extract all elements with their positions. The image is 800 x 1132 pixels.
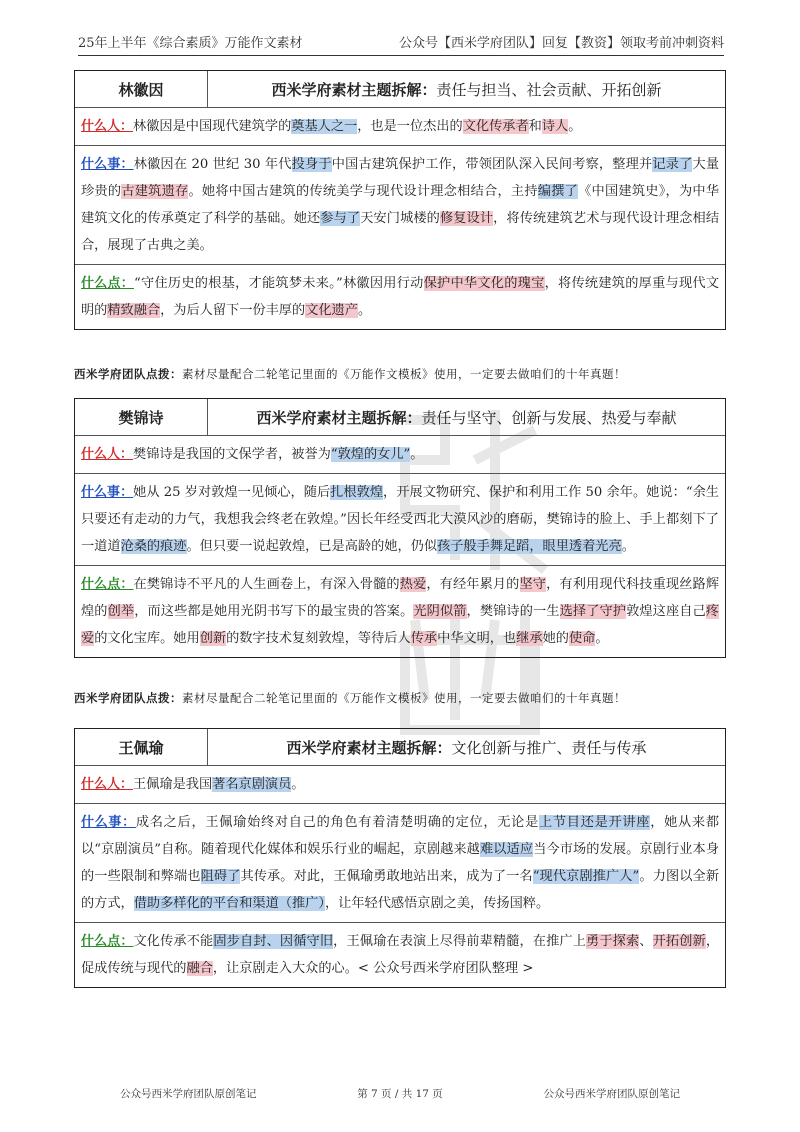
- person-name: 林徽因: [75, 71, 208, 107]
- tip-text: 素材尽量配合二轮笔记里面的《万能作文模板》使用，一定要去做咱们的十年真题！: [182, 367, 626, 381]
- footer-right: 公众号西米学府团队原创笔记: [543, 1088, 680, 1100]
- text-segment: 、: [639, 934, 653, 949]
- highlighted-phrase: 守护: [599, 604, 627, 619]
- who-label: 什么人：: [81, 777, 134, 792]
- highlighted-phrase: 疼爱: [81, 604, 720, 646]
- person-name: 王佩瑜: [75, 729, 208, 765]
- text-segment: ，将传统建筑的厚重与现代文明的: [81, 276, 720, 318]
- what-label: 什么事：: [81, 485, 134, 500]
- text-segment: ，开展文物研究、保护和利用工作 50 余年。她说：“余生只要还有走动的力气，我想我会终老在敦煌。”因长年经受西北大漠风沙的磨砺，樊锦诗的脸上、手上都刻下了一道道: [81, 485, 719, 554]
- highlighted-phrase: 融合: [186, 961, 213, 976]
- card-title-row: [75, 729, 725, 766]
- text-segment: 。: [410, 447, 424, 462]
- person-name: 樊锦诗: [75, 399, 208, 435]
- text-segment: ，王佩瑜在表演上尽得前辈精髓，在推广上: [333, 934, 587, 949]
- text-segment: 。她将中国古建筑的传统美学与现代设计理念相结合，主持: [188, 184, 538, 199]
- highlighted-phrase: 奠基人之一: [291, 119, 358, 134]
- text-segment: 敦煌这座自己: [626, 604, 706, 619]
- point-row: [75, 566, 725, 657]
- text-segment: 她从 25 岁对敦煌一见倾心，随后: [133, 485, 331, 500]
- text-segment: 其传承。对此，王佩瑜勇敢地站出来，成为了一名: [240, 869, 533, 884]
- who-row: [75, 766, 725, 804]
- who-label: 什么人：: [81, 119, 134, 134]
- card-title-row: [75, 399, 725, 436]
- tip-line: [74, 366, 726, 382]
- highlighted-phrase: 精致融合: [107, 303, 161, 318]
- theme-text: 责任与担当、社会贡献、开拓创新: [436, 80, 662, 99]
- who-label: 什么人：: [81, 447, 134, 462]
- tip-line: [74, 690, 726, 706]
- who-text: [133, 777, 304, 792]
- text-segment: 。: [291, 777, 305, 792]
- who-row: [75, 436, 725, 474]
- tip-text: 素材尽量配合二轮笔记里面的《万能作文模板》使用，一定要去做咱们的十年真题！: [182, 691, 626, 705]
- text-segment: 樊锦诗是我国的文保学者，被誉为: [133, 447, 331, 462]
- text-segment: ，樊锦诗的一生: [466, 604, 560, 619]
- highlighted-phrase: 借助多样化的平台和渠道（推广）: [133, 896, 325, 911]
- text-segment: ，让京剧走入大众的心。< 公众号西米学府团队整理 >: [212, 961, 534, 976]
- highlighted-phrase: “敦煌的女儿”: [330, 447, 411, 462]
- tip-label: 西米学府团队点拨：: [74, 691, 182, 705]
- text-segment: ，为后人留下一份丰厚的: [160, 303, 306, 318]
- highlighted-phrase: 选择了: [559, 604, 600, 619]
- highlighted-phrase: 传承: [410, 631, 438, 646]
- text-segment: ，她从来都以“京剧演员”自称。随着现代化媒体和娱乐行业的崛起，京剧越来越: [81, 815, 720, 857]
- material-card-lin-huiyin: [74, 70, 726, 330]
- material-card-fan-jinshi: [74, 398, 726, 658]
- what-row: [75, 474, 725, 566]
- page-header: [78, 30, 724, 56]
- text-segment: ，将传统建筑艺术与现代设计理念相结合，展现了古典之美。: [81, 211, 720, 253]
- what-text: [81, 485, 719, 554]
- text-segment: 《中国建筑史》，为中华建筑文化的传承奠定了科学的基础。她还: [81, 184, 720, 226]
- text-segment: 的数字技术复刻敦煌，等待后人: [226, 631, 411, 646]
- text-segment: 。: [595, 631, 609, 646]
- card-title-row: [75, 71, 725, 108]
- highlighted-phrase: 光阴似箭: [413, 604, 467, 619]
- text-segment: 当今市场的发展。京剧行业本身的一些限制和弊端也: [81, 842, 720, 884]
- header-promo: 公众号【西米学府团队】回复【教资】领取考前冲刺资料: [398, 36, 724, 51]
- point-text: [81, 577, 719, 646]
- page-footer: [120, 1086, 680, 1101]
- text-segment: 林徽因在 20 世纪 30 年代: [133, 157, 292, 172]
- text-segment: 。: [357, 303, 372, 318]
- header-title: 25年上半年《综合素质》万能作文素材: [78, 36, 303, 51]
- text-segment: 。力图以全新的方式，: [81, 869, 720, 911]
- theme-prefix: 西米学府素材主题拆解：: [256, 408, 422, 427]
- text-segment: “守住历史的根基，才能筑梦未来。”林徽因用行动: [134, 276, 424, 291]
- who-text: [133, 119, 581, 134]
- page-number: 第 7 页 / 共 17 页: [357, 1088, 443, 1100]
- text-segment: 。: [621, 539, 635, 554]
- text-segment: ，而这些都是她用光阴书写下的最宝贵的答案。: [134, 604, 414, 619]
- highlighted-phrase: 文化传承者: [462, 119, 529, 134]
- point-label: 什么点：: [81, 577, 134, 592]
- what-text: [81, 157, 719, 253]
- highlighted-phrase: 开拓创新: [652, 934, 706, 949]
- text-segment: 中华文明，也: [437, 631, 517, 646]
- material-card-wang-peiyu: [74, 728, 726, 988]
- what-label: 什么事：: [81, 157, 134, 172]
- text-segment: 和: [528, 119, 542, 134]
- point-row: [75, 265, 725, 329]
- text-segment: ，有经年累月的: [426, 577, 520, 592]
- highlighted-phrase: 参与了: [320, 211, 361, 226]
- theme-line: [208, 399, 725, 435]
- highlighted-phrase: 文化遗产: [305, 303, 358, 318]
- who-row: [75, 108, 725, 146]
- text-segment: 成名之后，王佩瑜始终对自己的角色有着清楚明确的定位，无论是: [135, 815, 539, 830]
- theme-text: 责任与坚守、创新与发展、热爱与奉献: [421, 408, 677, 427]
- text-segment: 林徽因是中国现代建筑学的: [133, 119, 292, 134]
- text-segment: ，有利用现代科技重现丝路辉煌的: [81, 577, 720, 619]
- highlighted-phrase: 热爱: [399, 577, 427, 592]
- text-segment: 。但只要一说起敦煌，已是高龄的她，仍似: [186, 539, 438, 554]
- highlighted-phrase: 沧桑的痕迹: [120, 539, 187, 554]
- text-segment: ，也是一位杰出的: [357, 119, 463, 134]
- what-row: [75, 146, 725, 265]
- point-label: 什么点：: [81, 934, 134, 949]
- highlighted-phrase: 坚守: [519, 577, 547, 592]
- theme-prefix: 西米学府素材主题拆解：: [286, 738, 452, 757]
- text-segment: 的文化宝库。她用: [94, 631, 200, 646]
- text-segment: 天安门城楼的: [360, 211, 440, 226]
- highlighted-phrase: 记录了: [652, 157, 693, 172]
- text-segment: 她的: [542, 631, 569, 646]
- theme-line: [208, 71, 725, 107]
- point-row: [75, 923, 725, 987]
- highlighted-phrase: 著名京剧演员: [212, 777, 292, 792]
- text-segment: ，促成传统与现代的: [81, 934, 720, 976]
- who-text: [133, 447, 423, 462]
- what-label: 什么事：: [81, 815, 136, 830]
- highlighted-phrase: 创新: [199, 631, 227, 646]
- footer-left: 公众号西米学府团队原创笔记: [120, 1088, 257, 1100]
- highlighted-phrase: 阻碍了: [200, 869, 241, 884]
- highlighted-phrase: 固步自封、因循守旧: [213, 934, 334, 949]
- text-segment: 中国古建筑保护工作，带领团队深入民间考察，整理并: [331, 157, 653, 172]
- text-segment: 大量珍贵的: [81, 157, 720, 199]
- point-text: [81, 934, 719, 976]
- text-segment: ，让年轻代感悟京剧之美，传扬国粹。: [324, 896, 550, 911]
- tip-label: 西米学府团队点拨：: [74, 367, 182, 381]
- highlighted-phrase: “现代京剧推广人”: [532, 869, 640, 884]
- highlighted-phrase: 投身于: [291, 157, 332, 172]
- text-segment: 王佩瑜是我国: [133, 777, 213, 792]
- highlighted-phrase: 创举: [107, 604, 135, 619]
- highlighted-phrase: 孩子般手舞足蹈，眼里透着光亮: [437, 539, 622, 554]
- theme-prefix: 西米学府素材主题拆解：: [271, 80, 437, 99]
- what-text: [81, 815, 719, 911]
- highlighted-phrase: 古建筑遗存: [121, 184, 189, 199]
- highlighted-phrase: 编撰了: [537, 184, 579, 199]
- highlighted-phrase: 扎根敦煌: [330, 485, 384, 500]
- text-segment: 。: [568, 119, 582, 134]
- point-text: [81, 276, 719, 318]
- theme-line: [208, 729, 725, 765]
- what-row: [75, 804, 725, 923]
- text-segment: 在樊锦诗不平凡的人生画卷上，有深入骨髓的: [133, 577, 400, 592]
- text-segment: 文化传承不能: [133, 934, 214, 949]
- highlighted-phrase: 诗人: [541, 119, 569, 134]
- highlighted-phrase: 难以适应: [479, 842, 534, 857]
- highlighted-phrase: 使命: [568, 631, 596, 646]
- theme-text: 文化创新与推广、责任与传承: [451, 738, 647, 757]
- highlighted-phrase: 保护中华文化的瑰宝: [423, 276, 545, 291]
- highlighted-phrase: 勇于探索: [586, 934, 640, 949]
- highlighted-phrase: 继承: [516, 631, 543, 646]
- point-label: 什么点：: [81, 276, 135, 291]
- highlighted-phrase: 修复设计: [439, 211, 494, 226]
- highlighted-phrase: 上节目还是开讲座: [539, 815, 651, 830]
